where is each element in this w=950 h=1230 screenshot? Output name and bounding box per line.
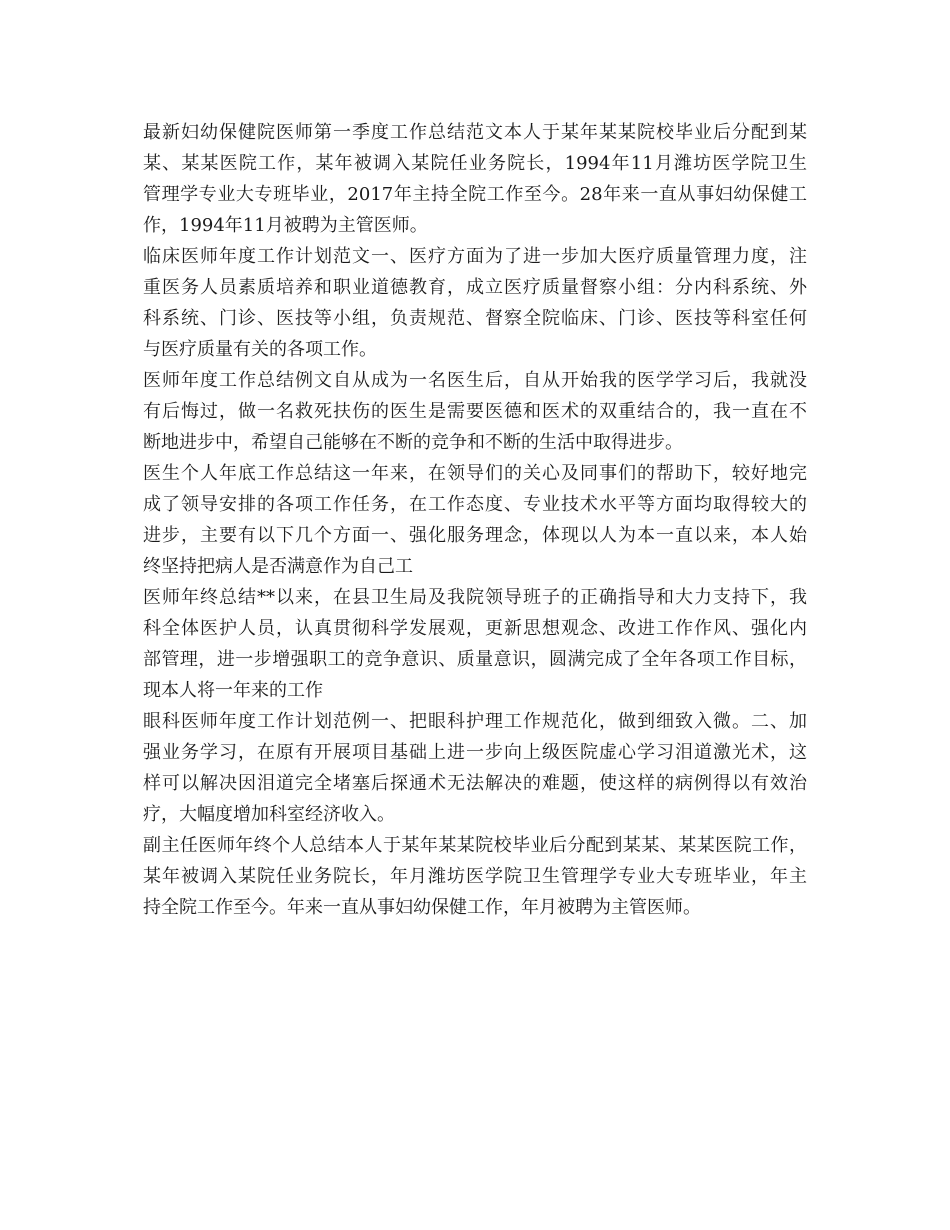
text-line: 疗，大幅度增加科室经济收入。	[143, 804, 395, 825]
text-line: 强业务学习，在原有开展项目基础上进一步向上级医院虚心学习泪道激光术，这	[143, 742, 807, 763]
text-line: 现本人将一年来的工作	[143, 680, 323, 701]
text-line: 某、某某医院工作，某年被调入某院任业务院长，1994年11月潍坊医学院卫生	[143, 153, 807, 174]
paragraph-2	[143, 241, 807, 365]
paragraph-4	[143, 458, 807, 582]
text-line: 医师年度工作总结例文自从成为一名医生后，自从开始我的医学学习后，我就没	[143, 370, 807, 391]
paragraph-1	[143, 117, 807, 241]
text-line: 最新妇幼保健院医师第一季度工作总结范文本人于某年某某院校毕业后分配到某	[143, 122, 807, 143]
paragraph-3	[143, 365, 807, 458]
text-line: 重医务人员素质培养和职业道德教育，成立医疗质量督察小组：分内科系统、外	[143, 277, 807, 298]
text-line: 眼科医师年度工作计划范例一、把眼科护理工作规范化，做到细致入微。二、加	[143, 711, 807, 732]
paragraph-5	[143, 582, 807, 706]
text-line: 终坚持把病人是否满意作为自己工	[143, 556, 413, 577]
text-line: 临床医师年度工作计划范文一、医疗方面为了进一步加大医疗质量管理力度，注	[143, 246, 807, 267]
text-line: 某年被调入某院任业务院长，年月潍坊医学院卫生管理学专业大专班毕业，年主	[143, 866, 807, 887]
text-line: 医生个人年底工作总结这一年来，在领导们的关心及同事们的帮助下，较好地完	[143, 463, 807, 484]
text-line: 成了领导安排的各项工作任务，在工作态度、专业技术水平等方面均取得较大的	[143, 494, 807, 515]
text-line: 持全院工作至今。年来一直从事妇幼保健工作，年月被聘为主管医师。	[143, 897, 701, 918]
text-line: 断地进步中，希望自己能够在不断的竞争和不断的生活中取得进步。	[143, 432, 683, 453]
text-line: 医师年终总结**以来，在县卫生局及我院领导班子的正确指导和大力支持下，我	[143, 587, 807, 608]
text-line: 样可以解决因泪道完全堵塞后探通术无法解决的难题，使这样的病例得以有效治	[143, 773, 807, 794]
text-line: 管理学专业大专班毕业，2017年主持全院工作至今。28年来一直从事妇幼保健工	[143, 184, 807, 205]
paragraph-6	[143, 706, 807, 830]
text-line: 有后悔过，做一名救死扶伤的医生是需要医德和医术的双重结合的，我一直在不	[143, 401, 807, 422]
text-line: 与医疗质量有关的各项工作。	[143, 339, 377, 360]
text-line: 科全体医护人员，认真贯彻科学发展观，更新思想观念、改进工作作风、强化内	[143, 618, 807, 639]
text-line: 副主任医师年终个人总结本人于某年某某院校毕业后分配到某某、某某医院工作，	[143, 835, 807, 856]
paragraph-7	[143, 830, 807, 923]
document-body	[143, 117, 807, 923]
text-line: 作，1994年11月被聘为主管医师。	[143, 215, 428, 236]
text-line: 部管理，进一步增强职工的竞争意识、质量意识，圆满完成了全年各项工作目标，	[143, 649, 807, 670]
text-line: 科系统、门诊、医技等小组，负责规范、督察全院临床、门诊、医技等科室任何	[143, 308, 807, 329]
text-line: 进步，主要有以下几个方面一、强化服务理念，体现以人为本一直以来，本人始	[143, 525, 807, 546]
